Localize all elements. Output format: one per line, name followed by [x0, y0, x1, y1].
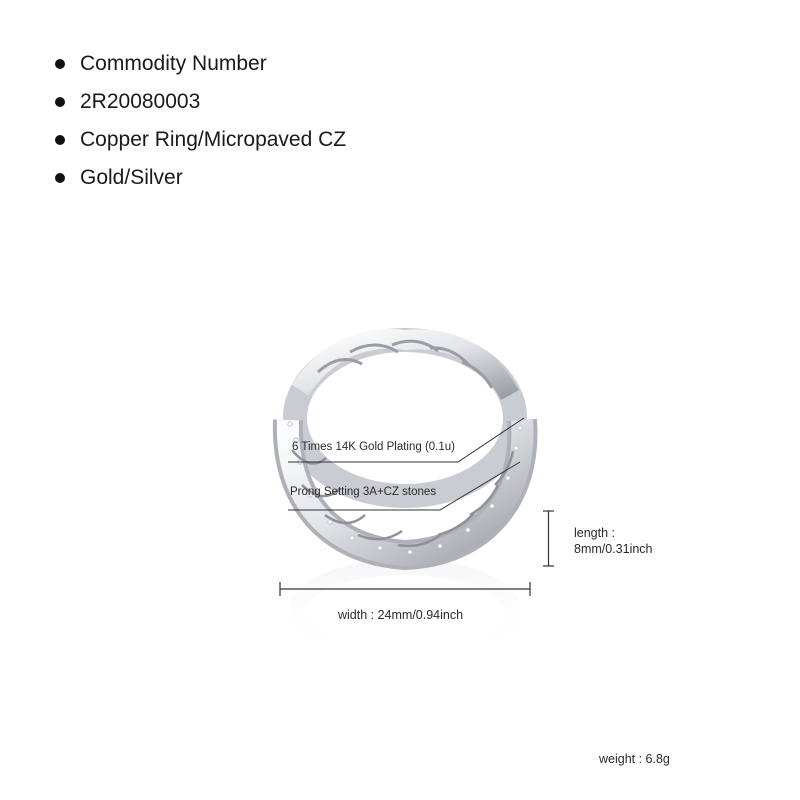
spec-text: Commodity Number [80, 52, 267, 75]
length-label-text: length : [574, 526, 616, 540]
length-dimension [543, 511, 554, 566]
ring-back-band [295, 339, 515, 496]
width-label: width : 24mm/0.94inch [338, 608, 464, 622]
weight-label: weight : 6.8g [599, 752, 670, 766]
spec-text: Copper Ring/Micropaved CZ [80, 128, 347, 151]
spec-text: 2R20080003 [80, 90, 201, 113]
length-value: 8mm/0.31inch [574, 542, 653, 556]
plating-callout: 6 Times 14K Gold Plating (0.1u) [292, 441, 455, 453]
length-label [574, 525, 653, 557]
spec-text: Gold/Silver [80, 166, 183, 189]
setting-callout: Prong Setting 3A+CZ stones [290, 486, 437, 498]
